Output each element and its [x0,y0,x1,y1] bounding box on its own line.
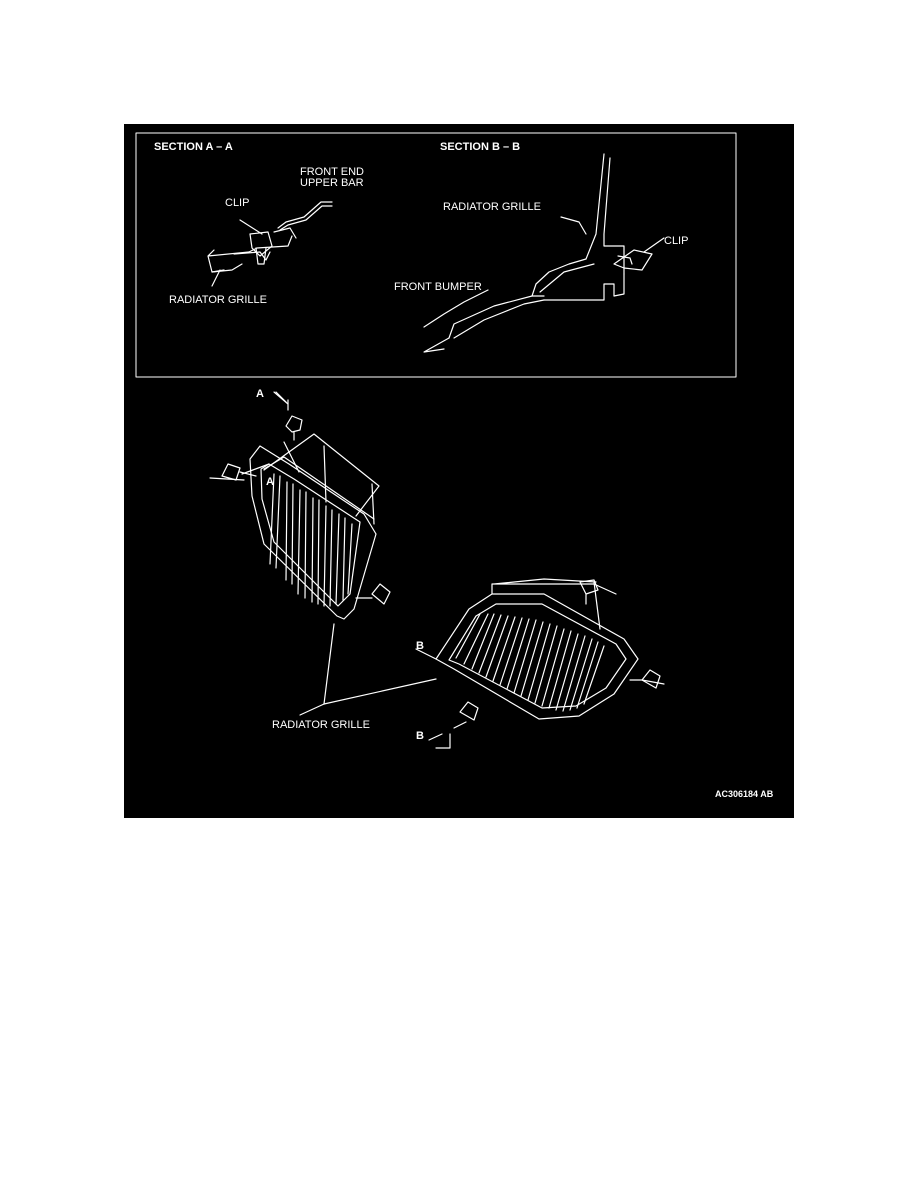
radiator-grille-label-main: RADIATOR GRILLE [272,719,371,731]
front-end-upper-bar-label-line1: FRONT END [300,166,364,178]
front-end-upper-bar-label-line2: UPPER BAR [300,177,364,189]
front-bumper-label: FRONT BUMPER [394,281,482,293]
diagram-figure [124,124,794,818]
view-a-label: A [256,388,264,400]
view-a-label-small: A [266,476,274,488]
clip-label-b: CLIP [664,235,689,247]
diagram-linework [124,124,794,818]
view-b-label-upper: B [416,640,424,652]
section-a-drawing [208,202,332,286]
section-b-title: SECTION B – B [440,141,521,153]
radiator-grille-label-a: RADIATOR GRILLE [169,294,268,306]
view-b-label-lower: B [416,730,424,742]
section-detail-box [136,133,736,377]
clip-label-a: CLIP [225,197,250,209]
left-grille-drawing [210,392,390,619]
section-a-title: SECTION A – A [154,141,233,153]
section-b-drawing [424,154,664,352]
right-grille-drawing [416,579,660,748]
radiator-grille-label-b: RADIATOR GRILLE [443,201,542,213]
figure-id: AC306184 AB [715,789,774,799]
